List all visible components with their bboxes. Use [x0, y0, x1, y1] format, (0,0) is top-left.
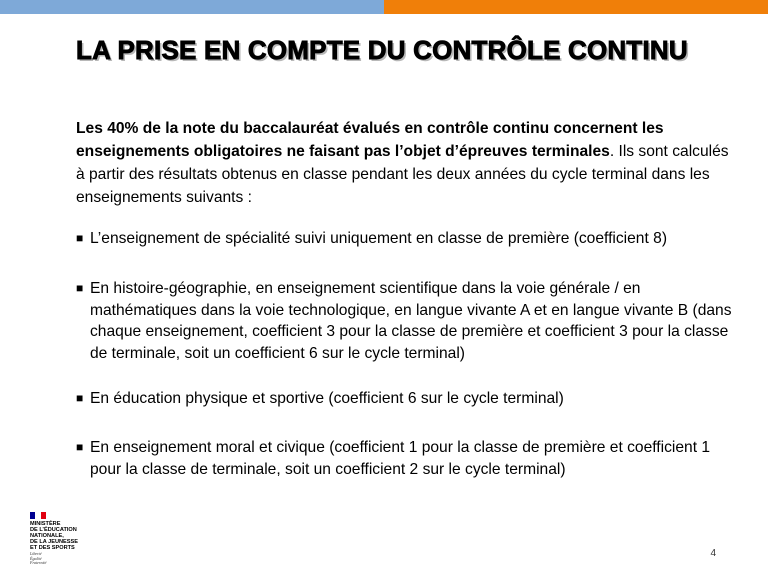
- bullet-square-icon: ■: [76, 440, 84, 454]
- french-flag-icon: [30, 512, 46, 519]
- bullet-square-icon: ■: [76, 281, 84, 295]
- intro-rest-text: . Ils sont calculés à partir des résultats obtenus en classe pendant les deux années du cycle terminal dans les enseignements suivants :: [76, 143, 729, 206]
- bullet-text: En histoire-géographie, en enseignement scientifique dans la voie générale / en mathématiques dans la voie technologique, en langue vivante A et en langue vivante B (dans chaque enseignement, coefficient 3 pour la classe de première et coefficient 3 pour la classe de terminale, soit un coefficient 6 sur le cycle terminal): [90, 280, 732, 362]
- bullet-item: [76, 437, 736, 480]
- bullet-text: En éducation physique et sportive (coefficient 6 sur le cycle terminal): [90, 390, 564, 407]
- bullet-item: [76, 278, 736, 364]
- bullet-square-icon: ■: [76, 231, 84, 245]
- top-bar-orange: [384, 0, 768, 14]
- slide-title: LA PRISE EN COMPTE DU CONTRÔLE CONTINU: [76, 35, 688, 65]
- bullet-square-icon: ■: [76, 391, 84, 405]
- republic-motto: Liberté Égalité Fraternité: [30, 551, 47, 565]
- page-number: 4: [710, 548, 716, 559]
- top-bar-blue: [0, 0, 384, 14]
- intro-paragraph: [76, 117, 736, 209]
- ministry-name: MINISTÈRE DE L’ÉDUCATION NATIONALE, DE LA JEUNESSE ET DES SPORTS: [30, 521, 78, 551]
- ministry-logo: [30, 512, 110, 568]
- intro-bold-text: Les 40% de la note du baccalauréat évalués en contrôle continu concernent les enseignements obligatoires ne faisant pas l’objet d’épreuves terminales: [76, 120, 664, 160]
- bullet-text: L’enseignement de spécialité suivi uniquement en classe de première (coefficient 8): [90, 230, 668, 247]
- bullet-text: En enseignement moral et civique (coefficient 1 pour la classe de première et coefficient 1 pour la classe de terminale, soit un coefficient 2 sur le cycle terminal): [90, 439, 711, 478]
- bullet-item: [76, 228, 667, 250]
- bullet-item: [76, 388, 564, 410]
